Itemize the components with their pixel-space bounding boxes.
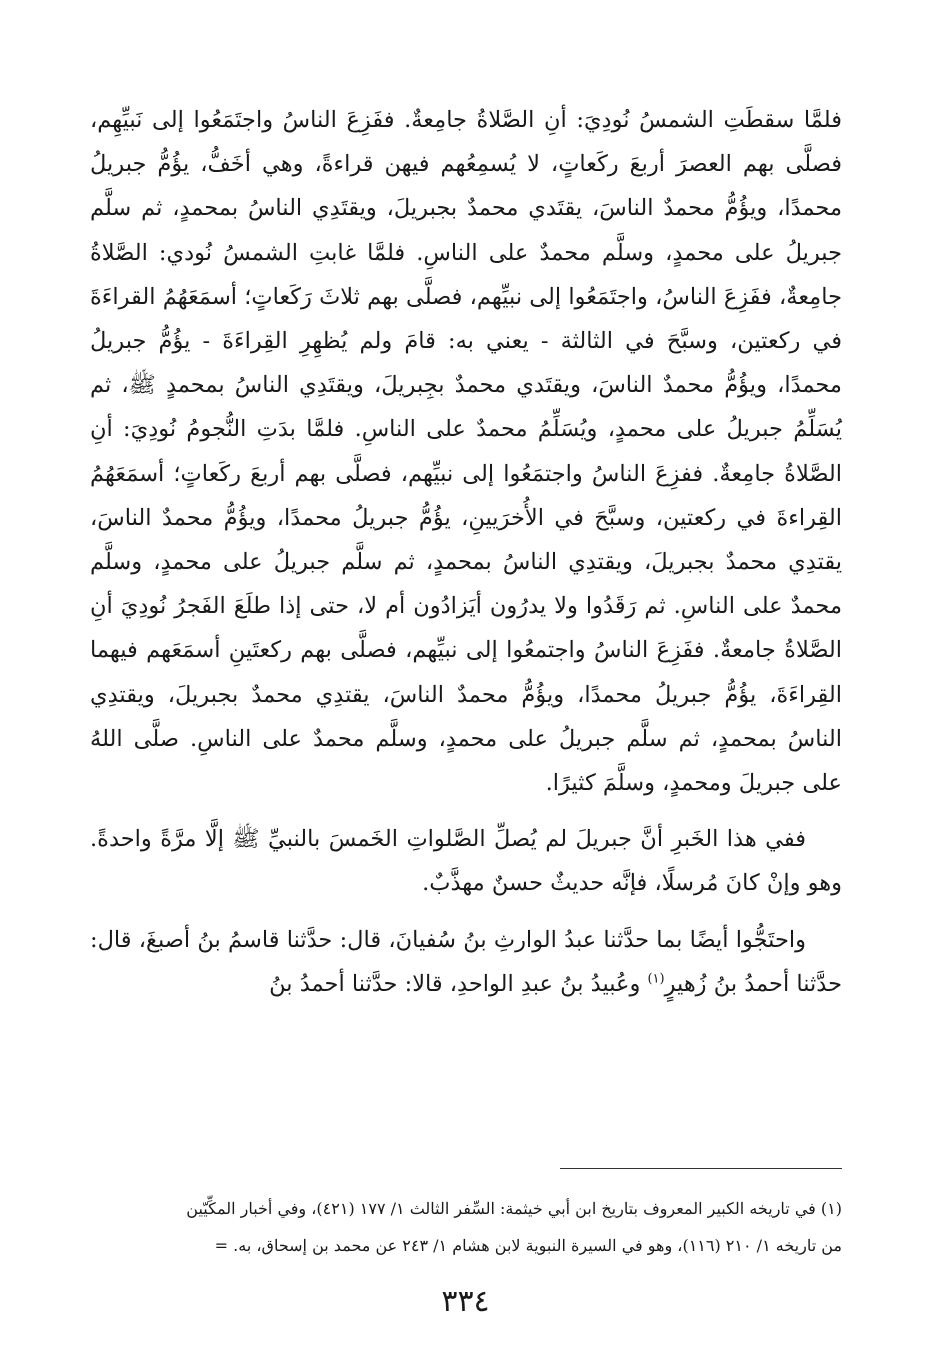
- paragraph-prayer-narration: فلمَّا سقطَتِ الشمسُ نُودِيَ: أنِ الصَّلاةُ جامِعةٌ. ففَزِعَ الناسُ واجتَمَعُوا إلى نَبيِّهِم، فصلَّى بهم العصرَ أربعَ ركَعاتٍ، لا يُسمِعُهم فيهن قراءةً، وهي أخَفُّ، يؤُمُّ جبريلُ محمدًا، ويؤُمُّ محمدٌ الناسَ، يقتَدي محمدٌ بجبريلَ، ويقتَدِي الناسُ بمحمدٍ، ثم سلَّم جبريلُ على محمدٍ، وسلَّم محمدٌ على الناسِ. فلمَّا غابتِ الشمسُ نُودي: الصَّلاةُ جامِعةٌ، ففَزِعَ الناسُ، واجتَمَعُوا إلى نبيِّهم، فصلَّى بهم ثلاثَ رَكَعاتٍ؛ أسمَعَهُمُ القراءَةَ في ركعتين، وسبَّحَ في الثالثة - يعني به: قامَ ولم يُظهِرِ القِراءَةَ - يؤُمُّ جبريلُ محمدًا، ويؤُمُّ محمدٌ الناسَ، ويقتَدي محمدٌ بجِبريلَ، ويقتَدِي الناسُ بمحمدٍ ﷺ، ثم يُسَلِّمُ جبريلُ على محمدٍ، ويُسَلِّمُ محمدٌ على الناسِ. فلمَّا بدَتِ النُّجومُ نُودِيَ: أنِ الصَّلاةُ جامِعةٌ. ففزِعَ الناسُ واجتمَعُوا إلى نبيِّهم، فصلَّى بهم أربعَ ركَعاتٍ؛ أسمَعَهُمُ القِراءةَ في ركعتين، وسبَّحَ في الأُخرَيينِ، يؤُمُّ جبريلُ محمدًا، ويؤُمُّ محمدٌ الناسَ، يقتدِي محمدٌ بجبريلَ، ويقتدِي الناسُ بمحمدٍ، ثم سلَّم جبريلُ على محمدٍ، وسلَّم محمدٌ على الناسِ. ثم رَقَدُوا ولا يدرُون أيَزادُون أم لا، حتى إذا طلَعَ الفَجرُ نُودِيَ أنِ الصَّلاةُ جامعةٌ. ففَزِعَ الناسُ واجتمعُوا إلى نبيِّهم، فصلَّى بهم ركعتَينِ أسمَعَهم فيهما القِراءَةَ، يؤُمُّ جبريلُ محمدًا، ويؤُمُّ محمدٌ الناسَ، يقتدِي محمدٌ بجبريلَ، ويقتدِي الناسُ بمحمدٍ، ثم سلَّم جبريلُ على محمدٍ، وسلَّم محمدٌ على الناسِ. صلَّى اللهُ على جبريلَ ومحمدٍ، وسلَّمَ كثيرًا.: [90, 107, 843, 797]
- footnotes-block: [90, 1190, 842, 1264]
- footnote-line-1: (١) في تاريخه الكبير المعروف بتاريخ ابن أبي خيثمة: السِّفر الثالث ١/ ١٧٧ (٤٢١)، وفي أخبار المكِّيّين: [186, 1199, 842, 1218]
- footnote-separator: [560, 1168, 842, 1169]
- chain-text-after-ref: وعُبيدُ بنُ عبدِ الواحدِ، قالا: حدَّثنا أحمدُ بنُ: [269, 970, 648, 997]
- paragraph-commentary: ففي هذا الخَبرِ أنَّ جبريلَ لم يُصلِّ الصَّلواتِ الخَمسَ بالنبيِّ ﷺ إلَّا مرَّةً واحدةً. وهو وإنْ كانَ مُرسلًا، فإنَّه حديثٌ حسنٌ مهذَّبٌ.: [90, 826, 842, 897]
- chain-text-before-ref: واحتَجُّوا أيضًا بما حدَّثنا عبدُ الوارثِ بنُ سُفيانَ، قال: حدَّثنا قاسمُ بنُ أصبغَ، قال: حدَّثنا أحمدُ بنُ زُهيرٍ: [90, 926, 842, 997]
- page-number: ٣٣٤: [441, 1284, 490, 1319]
- footnote-line-2: من تاريخه ١/ ٢١٠ (١١٦)، وهو في السيرة النبوية لابن هشام ١/ ٢٤٣ عن محمد بن إسحاق، به. =: [214, 1236, 842, 1255]
- main-text-block: [90, 98, 842, 1006]
- footnote-reference-marker: (١): [647, 971, 665, 987]
- paragraph-chain-of-narration: [90, 918, 842, 1006]
